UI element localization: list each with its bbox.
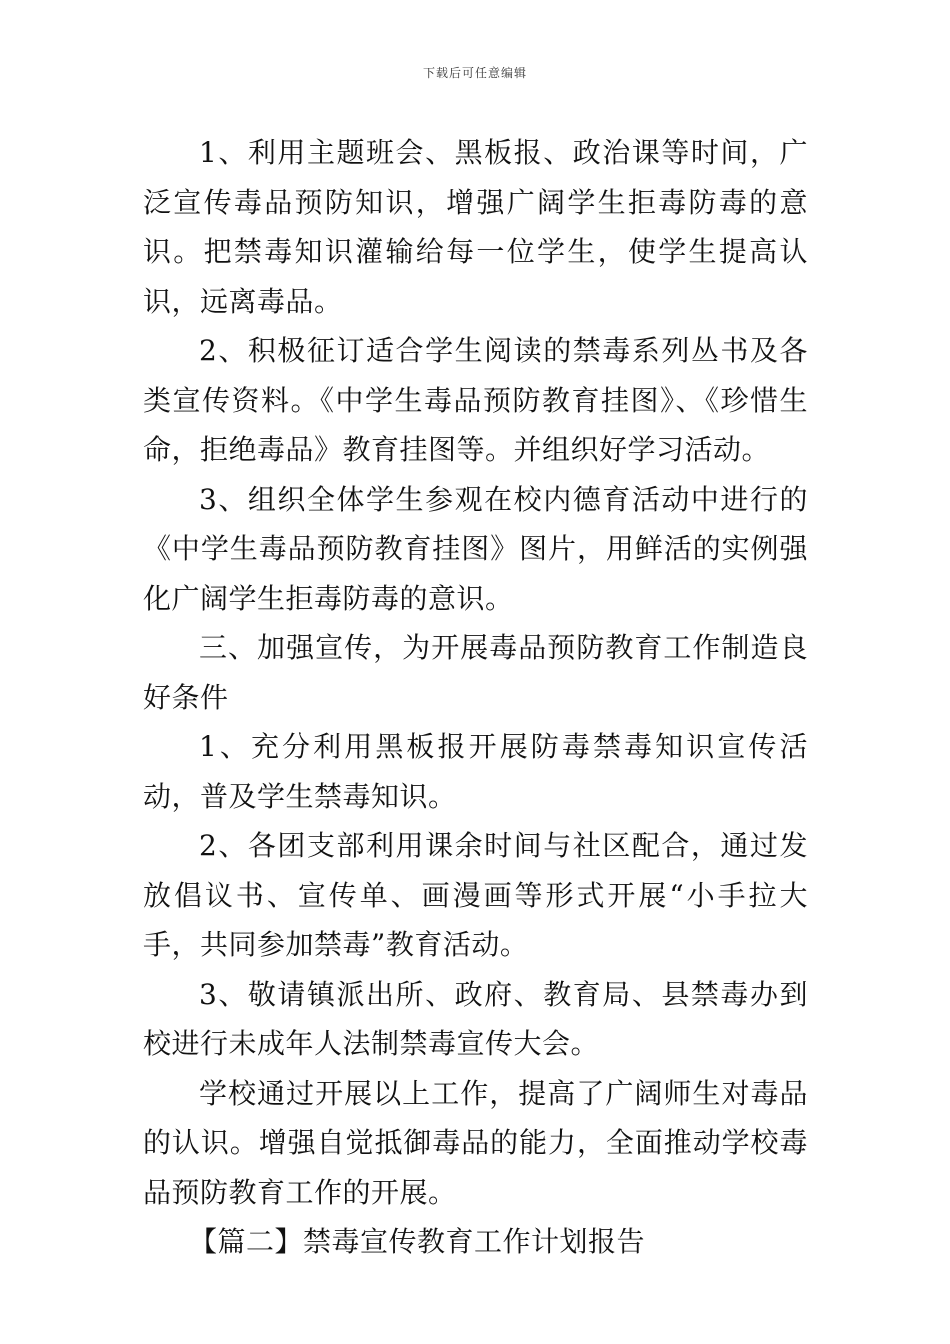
paragraph-item-3: 3、组织全体学生参观在校内德育活动中进行的《中学生毒品预防教育挂图》图片，用鲜活的实例强化广阔学生拒毒防毒的意识。 — [143, 482, 808, 615]
download-note: 下载后可任意编辑 — [422, 66, 527, 80]
paragraph-item-4: 1、充分利用黑板报开展防毒禁毒知识宣传活动，普及学生禁毒知识。 — [143, 730, 808, 813]
section-title: 【篇二】禁毒宣传教育工作计划报告 — [189, 1225, 646, 1258]
conclusion-paragraph: 学校通过开展以上工作，提高了广阔师生对毒品的认识。增强自觉抵御毒品的能力，全面推动学校毒品预防教育工作的开展。 — [143, 1076, 808, 1209]
document-body — [143, 128, 808, 1267]
paragraph-item-6: 3、敬请镇派出所、政府、教育局、县禁毒办到校进行未成年人法制禁毒宣传大会。 — [143, 977, 808, 1060]
paragraph-item-1: 1、利用主题班会、黑板报、政治课等时间，广泛宣传毒品预防知识，增强广阔学生拒毒防毒的意识。把禁毒知识灌输给每一位学生，使学生提高认识，远离毒品。 — [143, 136, 808, 318]
paragraph-item-5: 2、各团支部利用课余时间与社区配合，通过发放倡议书、宣传单、画漫画等形式开展“小手拉大手，共同参加禁毒”教育活动。 — [143, 829, 808, 961]
paragraph-item-2: 2、积极征订适合学生阅读的禁毒系列丛书及各类宣传资料。《中学生毒品预防教育挂图》、《珍惜生命，拒绝毒品》教育挂图等。并组织好学习活动。 — [143, 334, 808, 466]
section-heading-three: 三、加强宣传，为开展毒品预防教育工作制造良好条件 — [143, 631, 808, 714]
